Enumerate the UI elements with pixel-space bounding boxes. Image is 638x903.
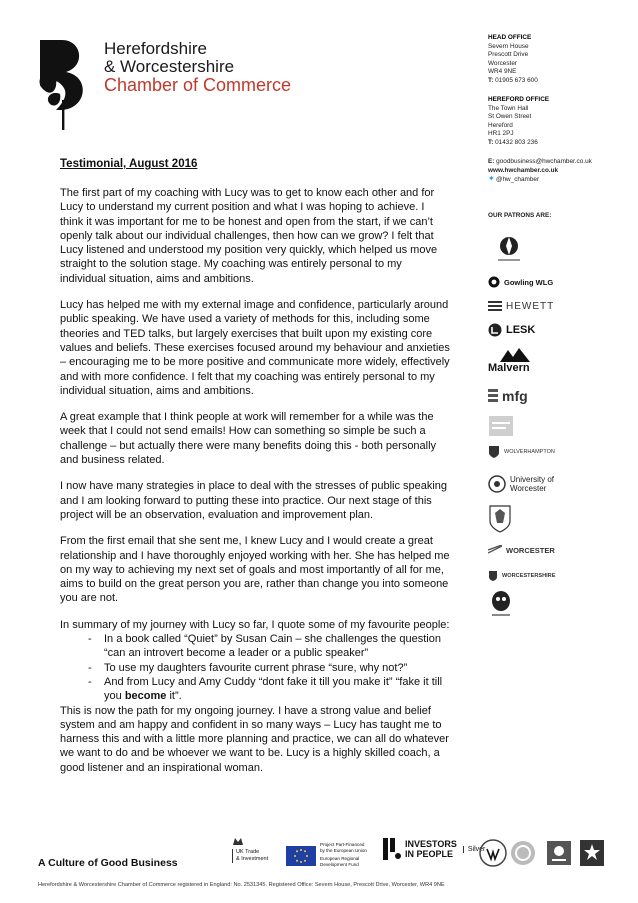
mfg-icon: [488, 389, 498, 403]
website-link[interactable]: www.hwchamber.co.uk: [488, 166, 559, 174]
email-link[interactable]: goodbusiness@hwchamber.co.uk: [496, 158, 592, 165]
list-item: - In a book called “Quiet” by Susan Cain – she challenges the question “can an introvert become a leader or a public speaker”: [88, 633, 441, 660]
gowling-icon: [488, 276, 500, 288]
paragraph: The first part of my coaching with Lucy was to get to know each other and for Lucy to understand my current position and what I was hoping to achieve. I think it was important for me to be honest and open from the start, if we can’t openly talk about our individual challenges, then how can we grow? I felt that Lucy listened and understood my position very quickly, which helped us move straight to the solution stage. My coaching was entirely personal to my individual situation, aims and ambitions.: [60, 187, 438, 285]
patron-worcester: WORCESTER: [488, 540, 555, 560]
patron-lesk: LESK: [488, 320, 535, 340]
letter-body: [60, 186, 450, 775]
eu-flag-icon: [286, 846, 316, 866]
worcestershire-icon: [488, 570, 498, 582]
worcester-icon: [488, 545, 502, 555]
patron-logo-icon: [496, 234, 522, 264]
iip-icon: [383, 838, 401, 860]
patron-mfg: mfg: [488, 386, 528, 406]
head-office-block: HEAD OFFICE Severn House Prescott Drive Worcester WR4 9NE T: 01905 673 600: [488, 34, 538, 84]
patron-rugby-logo-icon: [490, 590, 512, 620]
paragraph: From the first email that she sent me, I knew Lucy and I would create a great relationship and I have thoroughly enjoyed working with her. She has helped me on my way to achieving my next set of goals and most importantly of all for me, aims to build on the great person you are, rather than change you into someone you are not.: [60, 535, 450, 605]
chamber-logo-icon: [36, 38, 98, 130]
patron-square-logo-icon: [489, 416, 513, 436]
malvern-icon: [500, 348, 530, 362]
patron-worcestershire: WORCESTERSHIRE: [488, 566, 555, 586]
patron-malvern: Malvern: [488, 348, 548, 374]
patron-university: University of Worcester: [488, 472, 560, 496]
contact-block: E: goodbusiness@hwchamber.co.uk www.hwchamber.co.uk ✦@hw_chamber: [488, 158, 630, 185]
list-item: - And from Lucy and Amy Cuddy “dont fake it till you make it” “fake it till you become it”.: [88, 675, 443, 703]
patrons-heading: OUR PATRONS ARE:: [488, 212, 552, 219]
wolverhampton-icon: [488, 445, 500, 459]
patron-hewett: HEWETT: [488, 296, 554, 316]
crest-icon: [232, 836, 244, 846]
hereford-office-block: HEREFORD OFFICE The Town Hall St Owen Street Hereford HR1 2PJ T: 01432 803 236: [488, 96, 550, 146]
investors-in-people-logo: INVESTORS IN PEOPLE Silver: [383, 838, 485, 860]
letter-title: Testimonial, August 2016: [60, 158, 198, 170]
star-badge-icon: [580, 840, 604, 866]
university-icon: [488, 475, 506, 493]
tagline: A Culture of Good Business: [38, 857, 178, 869]
patron-wolverhampton: WOLVERHAMPTON: [488, 442, 555, 462]
award-badge-icon: [510, 840, 536, 866]
paragraph: In summary of my journey with Lucy so far, I quote some of my favourite people:: [60, 618, 450, 631]
ukti-logo: UK Trade & Investment: [232, 836, 280, 863]
twitter-icon: ✦: [488, 174, 495, 184]
patron-gowling: Gowling WLG: [488, 272, 553, 292]
org-name: Herefordshire & Worcestershire Chamber of Commerce: [104, 39, 292, 95]
paragraph: A great example that I think people at work will remember for a while was the week that I could not send emails! How can something so simple be such a challenge – but actually there were many benefits doing this - both personally and business related.: [60, 411, 437, 467]
quality-badge-icon: [546, 840, 572, 866]
paragraph: I now have many strategies in place to deal with the stresses of public speaking and I am looking forward to putting these into practice. Our next stage of this project will be an observation, evaluation and improvement plan.: [60, 480, 448, 521]
lesk-icon: [488, 323, 502, 337]
registration-text: Herefordshire & Worcestershire Chamber of Commerce registered in England: No. 2531345. Registered Office: Severn House, Prescott Drive, Worcester, WR4 9NE: [38, 882, 445, 888]
paragraph: Lucy has helped me with my external image and confidence, particularly around public speaking. We have used a variety of methods for this, including some theories and TED talks, but largely exercises that built upon my existing core values and beliefs. These exercises focused around my behaviour and anxieties – encouraging me to be more positive and communicate more widely, effectively and with more confidence. I felt that my coaching was entirely personal to my individual situation, aims and ambitions.: [60, 299, 450, 397]
twitter-handle[interactable]: @hw_chamber: [496, 176, 540, 184]
paragraph: This is now the path for my ongoing journey. I have a strong value and belief system and am happy and confident in so many ways – Lucy has taught me to harness this and with a little more planning and practice, we can all do whatever we want to do and be whoever we want to be. Lucy is a highly skilled coach, a good listener and an inspirational woman.: [60, 704, 449, 774]
hewett-icon: [488, 300, 502, 312]
albion-crest-icon: [489, 505, 511, 533]
eu-funding-text: Project Part-Financed by the European Union European Regional Development Fund: [320, 842, 367, 867]
accreditation-seal-icon: [478, 838, 508, 868]
list-item: - To use my daughters favourite current phrase “sure, why not?”: [88, 661, 408, 674]
quote-list: [60, 632, 450, 703]
